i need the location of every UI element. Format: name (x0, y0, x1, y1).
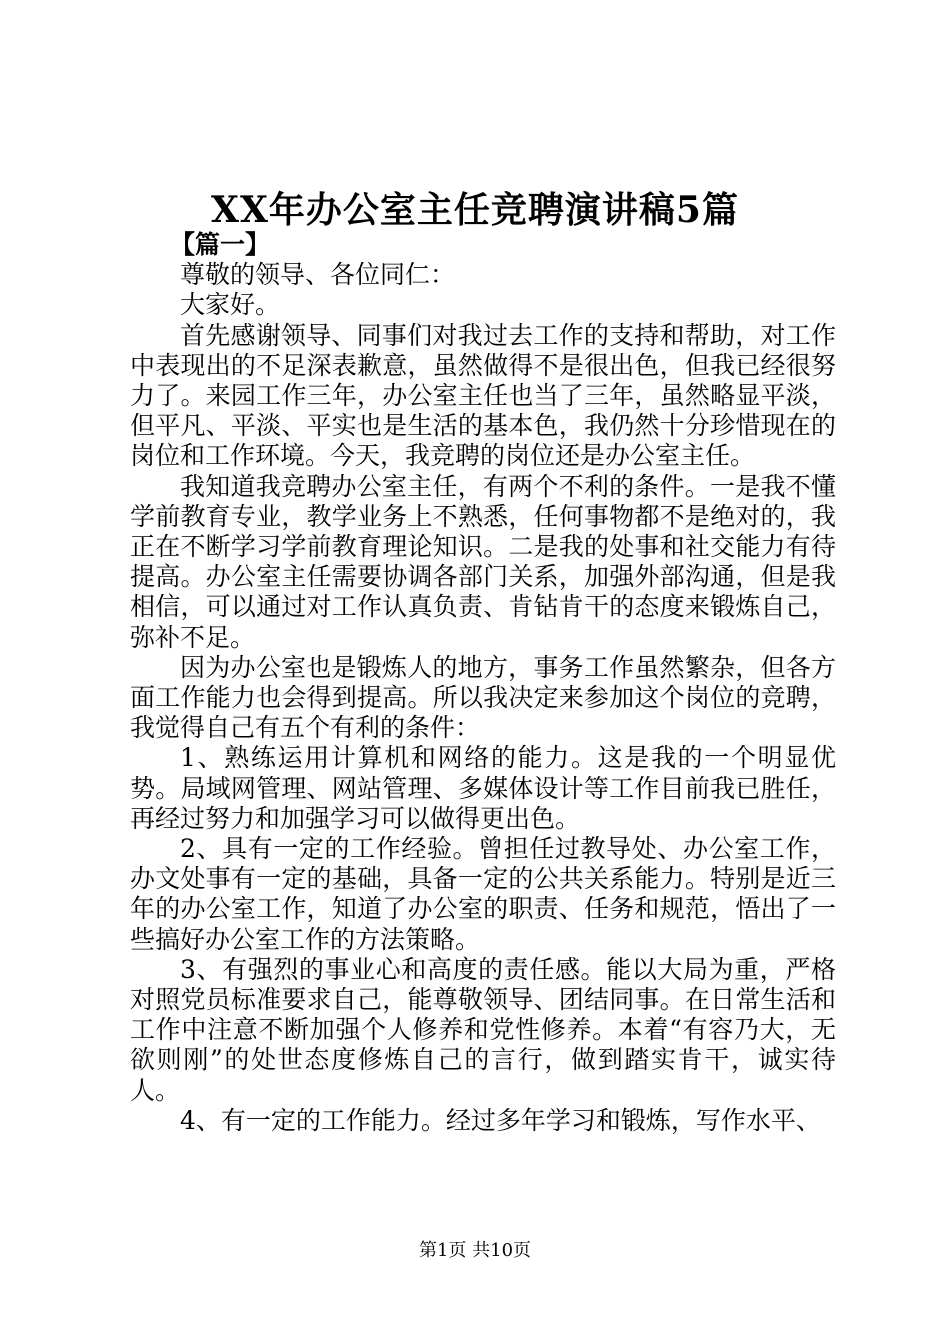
paragraph-disadvantages: 我知道我竞聘办公室主任，有两个不利的条件。一是我不懂学前教育专业，教学业务上不熟悉，任何事物都不是绝对的，我正在不断学习学前教育理论知识。二是我的处事和社交能力有待提高。办公室主任需要协调各部门关系，加强外部沟通，但是我相信，可以通过对工作认真负责、肯钻肯干的态度来锻炼自己，弥补不足。 (130, 471, 836, 652)
paragraph-greeting: 大家好。 (180, 290, 281, 320)
document-title: XX年办公室主任竞聘演讲稿5篇 (211, 189, 739, 231)
paragraph-advantages-intro: 因为办公室也是锻炼人的地方，事务工作虽然繁杂，但各方面工作能力也会得到提高。所以我决定来参加这个岗位的竞聘，我觉得自己有五个有利的条件： (130, 652, 836, 743)
section-heading: 【篇一】 (170, 230, 271, 259)
paragraph-advantage-3: 3、有强烈的事业心和高度的责任感。能以大局为重，严格对照党员标准要求自己，能尊敬领导、团结同事。在日常生活和工作中注意不断加强个人修养和党性修养。本着“有容乃大，无欲则刚”的处世态度修炼自己的言行，做到踏实肯干，诚实待人。 (130, 954, 836, 1105)
document-body (130, 230, 836, 1136)
paragraph-advantage-1: 1、熟练运用计算机和网络的能力。这是我的一个明显优势。局域网管理、网站管理、多媒体设计等工作目前我已胜任，再经过努力和加强学习可以做得更出色。 (130, 743, 836, 833)
paragraph-advantage-2: 2、具有一定的工作经验。曾担任过教导处、办公室工作，办文处事有一定的基础，具备一定的公共关系能力。特别是近三年的办公室工作，知道了办公室的职责、任务和规范，悟出了一些搞好办公室工作的方法策略。 (130, 834, 836, 954)
page-footer: 第1页 共10页 (418, 1240, 532, 1261)
paragraph-advantage-4: 4、有一定的工作能力。经过多年学习和锻炼，写作水平、 (180, 1105, 821, 1135)
paragraph-salutation: 尊敬的领导、各位同仁： (180, 260, 456, 290)
paragraph-intro: 首先感谢领导、同事们对我过去工作的支持和帮助，对工作中表现出的不足深表歉意，虽然做得不是很出色，但我已经很努力了。来园工作三年，办公室主任也当了三年，虽然略显平淡，但平凡、平淡、平实也是生活的基本色，我仍然十分珍惜现在的岗位和工作环境。今天，我竞聘的岗位还是办公室主任。 (130, 320, 836, 471)
